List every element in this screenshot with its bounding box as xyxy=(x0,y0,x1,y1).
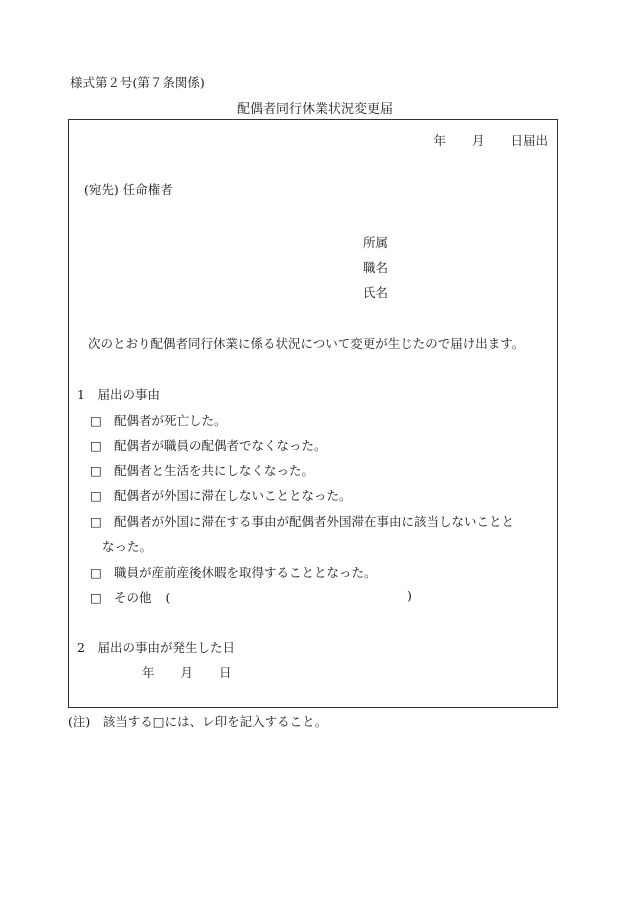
date-day-submit-label: 日届出 xyxy=(510,133,548,148)
date-month-label: 月 xyxy=(471,133,485,148)
section2-title: 2 届出の事由が発生した日 xyxy=(77,640,235,655)
signature-position-label: 職名 xyxy=(363,260,389,275)
reason-item xyxy=(90,512,514,530)
signature-name-label: 氏名 xyxy=(363,285,389,300)
checkbox[interactable]: □ xyxy=(90,514,102,529)
reason-label: 職員が産前産後休暇を取得することとなった。 xyxy=(114,565,377,580)
footnote: (注) 該当する□には、レ印を記入すること。 xyxy=(68,714,328,729)
reason-item xyxy=(90,436,327,454)
form-title: 配偶者同行休業状況変更届 xyxy=(236,102,393,117)
reason-label: その他 xyxy=(114,590,152,605)
signature-affiliation-label: 所属 xyxy=(363,235,389,250)
reason-item xyxy=(90,486,352,504)
reason-item-other xyxy=(90,588,412,606)
reason-item xyxy=(90,411,227,429)
other-paren-open: ( xyxy=(165,590,171,605)
reason-item xyxy=(90,461,314,479)
reason-label: 配偶者が職員の配偶者でなくなった。 xyxy=(114,438,327,453)
form-number: 様式第２号(第７条関係) xyxy=(70,75,205,90)
submission-date-line xyxy=(433,131,548,149)
checkbox[interactable]: □ xyxy=(90,463,102,478)
checkbox[interactable]: □ xyxy=(90,438,102,453)
other-paren-close: ) xyxy=(407,588,412,603)
section1-title: 1 届出の事由 xyxy=(77,387,160,402)
occurrence-date-line xyxy=(142,663,232,681)
occurrence-day-label: 日 xyxy=(219,665,232,680)
occurrence-month-label: 月 xyxy=(180,665,194,680)
reason-label-continuation: なった。 xyxy=(102,539,153,554)
checkbox[interactable]: □ xyxy=(90,413,102,428)
checkbox[interactable]: □ xyxy=(90,565,102,580)
statement-text: 次のとおり配偶者同行休業に係る状況について変更が生じたので届け出ます。 xyxy=(88,336,525,351)
date-year-label: 年 xyxy=(433,133,446,148)
reason-label: 配偶者が死亡した。 xyxy=(114,413,227,428)
reason-label: 配偶者と生活を共にしなくなった。 xyxy=(114,463,315,478)
reason-label: 配偶者が外国に滞在する事由が配偶者外国滞在事由に該当しないことと xyxy=(114,514,515,529)
addressee: (宛先) 任命権者 xyxy=(84,182,173,197)
checkbox[interactable]: □ xyxy=(90,488,102,503)
checkbox[interactable]: □ xyxy=(90,590,102,605)
occurrence-year-label: 年 xyxy=(142,665,155,680)
reason-label: 配偶者が外国に滞在しないこととなった。 xyxy=(114,488,352,503)
reason-item xyxy=(90,563,377,581)
